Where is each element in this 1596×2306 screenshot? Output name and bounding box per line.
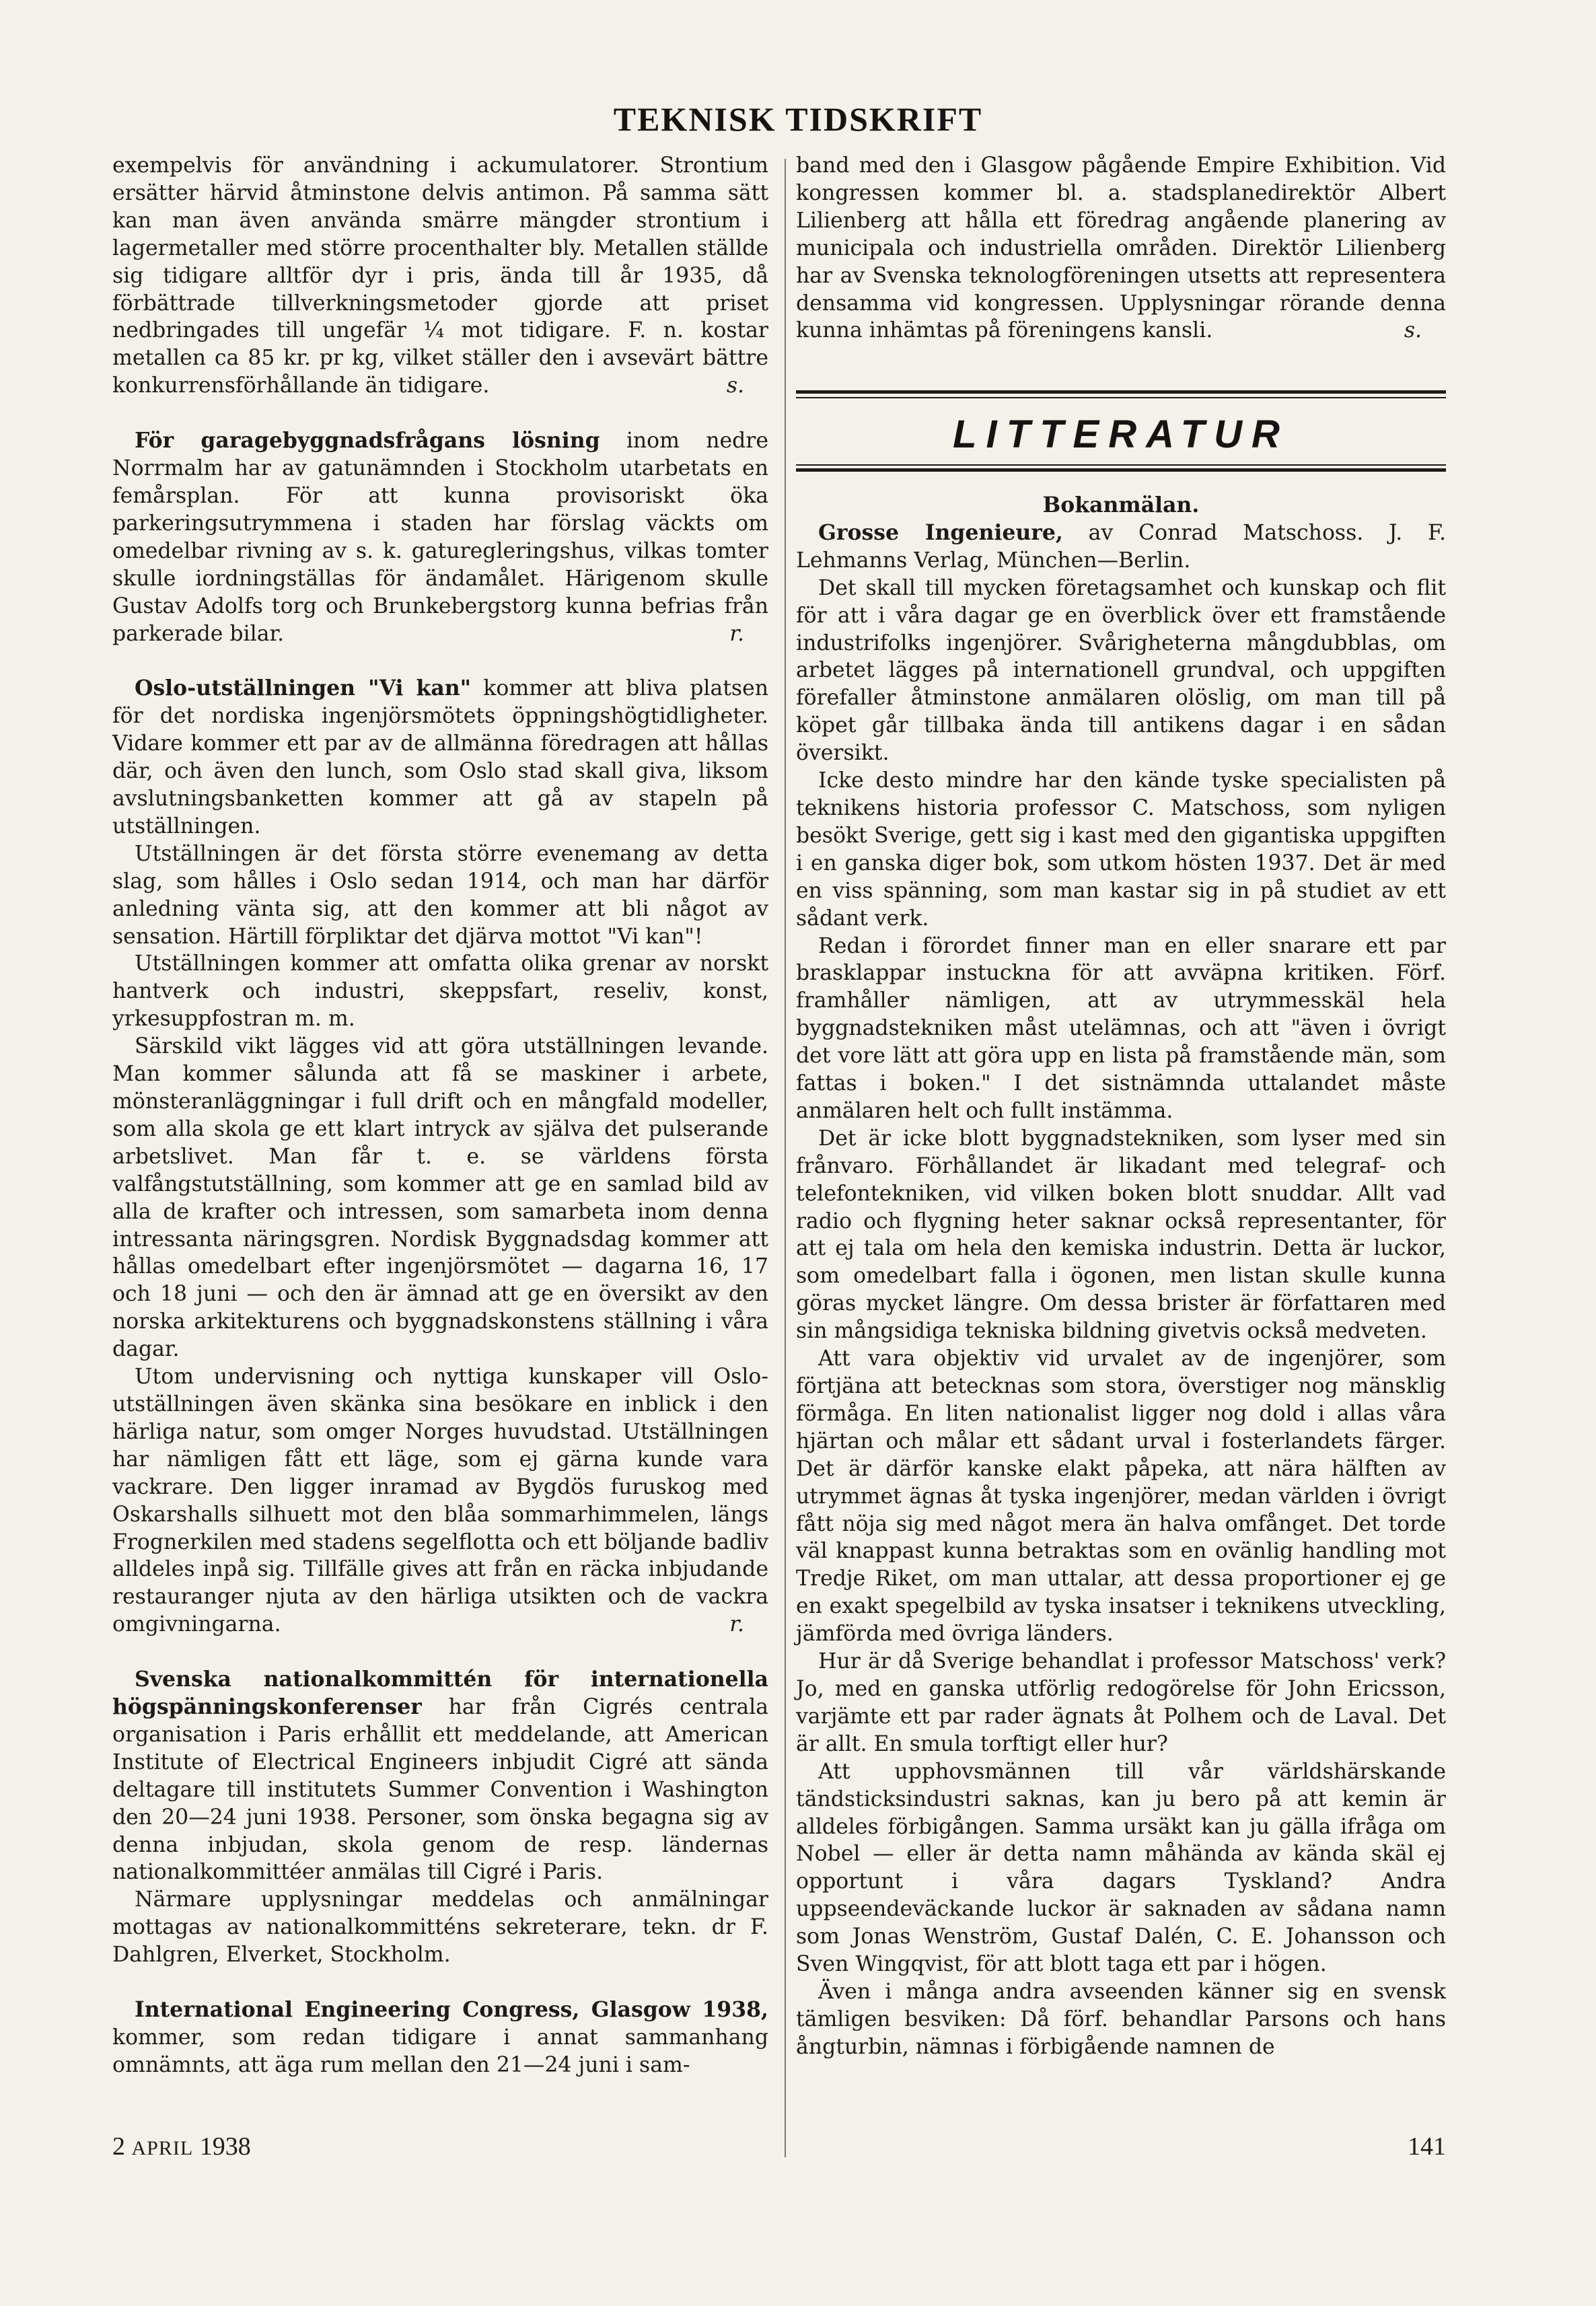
- paragraph-text: kommer, som redan tidigare i annat sammanhang omnämnts, att äga rum mellan den 21—24 juni i sam-: [112, 2025, 768, 2077]
- paragraph: Hur är då Sverige behandlat i professor Matschoss' verk? Jo, med en ganska utförlig redogörelse för John Ericsson, varjämte ett par rader ägnats åt Polhem och de Laval. Det är allt. En smula torftigt eller hur?: [796, 1649, 1446, 1756]
- issue-year: 1938: [199, 2132, 251, 2161]
- right-column-literature: [796, 492, 1446, 2061]
- article-glasgow: [112, 1996, 768, 2079]
- author-signature: s.: [726, 373, 744, 398]
- paragraph: Utställningen kommer att omfatta olika grenar av norskt hantverk och industri, skeppsfart, reseliv, konst, yrkesuppfostran m. m.: [112, 951, 768, 1032]
- book-reference: [796, 519, 1446, 575]
- article-lead: För garagebyggnadsfrågans lösning: [135, 428, 600, 454]
- paragraph: Närmare upplysningar meddelas och anmälningar mottagas av nationalkommitténs sekreterare, tekn. dr F. Dahlgren, Elverket, Stockholm.: [112, 1887, 768, 1968]
- paragraph: Det är icke blott byggnadstekniken, som lyser med sin frånvaro. Förhållandet är likadant med telegraf- och telefontekniken, vid vilken boken blott snuddar. Allt vad radio och flygning heter saknar också representanter, för att ej tala om hela den kemiska industrin. Detta är luckor, som omedelbart falla i ögonen, men listan skulle kunna göras mycket längre. Om dessa brister är författaren med sin mångsidiga tekniska bildning givetvis också medveten.: [796, 1126, 1446, 1344]
- issue-day: 2: [112, 2132, 125, 2161]
- author-signature: s.: [1404, 318, 1422, 343]
- paragraph-text: inom nedre Norrmalm har av gatunämnden i Stockholm utarbetats en femårsplan. För att kunna provisoriskt öka parkeringsutrymmena i staden har förslag väckts om omedelbar rivning av s. k. gaturegleringshus, vilkas tomter skulle iordningställas för ändamålet. Härigenom skulle Gustav Adolfs torg och Brunkebergstorg kunna befrias från parkerade bilar.: [112, 429, 768, 646]
- article-glasgow-continued: [796, 152, 1446, 345]
- paragraph-text: har från Cigrés centrala organisation i Paris erhållit ett meddelande, att American Institute of Electrical Engineers inbjudit Cigré att sända deltagare till institutets Summer Convention i Washington den 20—24 juni 1938. Personer, som önska begagna sig av denna inbjudan, skola genom de resp. ländernas nationalkommittéer anmälas till Cigré i Paris.: [112, 1695, 768, 1885]
- paragraph: Särskild vikt lägges vid att göra utställningen levande. Man kommer sålunda att få se maskiner i arbete, mönsteranläggningar i full drift och en mångfald modeller, som alla skola ge ett klart intryck av själva det pulserande arbetslivet. Man får t. e. se världens första valfångstutställning, som kommer att ge en samlad bild av alla de krafter och intressen, som samarbeta inom denna intressanta näringsgren. Nordisk Byggnadsdag kommer att hållas omedelbart efter ingenjörsmötet — dagarna 16, 17 och 18 juni — och den är ämnad att ge en översikt av den norska arkitekturens och byggnadskonstens ställning i våra dagar.: [112, 1034, 768, 1362]
- paragraph-text: Utom undervisning och nyttiga kunskaper vill Oslo-utställningen även skänka sina besökare en inblick i den härliga natur, som omger Norges huvudstad. Utställningen har nämligen fått ett läge, som ej gärna kunde vara vackrare. Den ligger inramad av Bygdös furuskog med Oskarshalls silhuett mot den blåa sommarhimmelen, längs Frognerkilen med stadens segelflotta och ett böljande badliv alldeles inpå sig. Tillfälle gives att från en räcka inbjudande restauranger njuta av den härliga utsikten och de vackra omgivningarna.: [112, 1365, 768, 1637]
- paragraph-text: band med den i Glasgow pågående Empire Exhibition. Vid kongressen kommer bl. a. stadsplanedirektör Albert Lilienberg att hålla ett föredrag angående planering av municipala och industriella områden. Direktör Lilienberg har av Svenska teknologföreningen utsetts att representera densamma vid kongressen. Upplysningar rörande denna kunna inhämtas på föreningens kansli.: [796, 153, 1446, 343]
- article-garage: [112, 427, 768, 647]
- column-divider: [785, 159, 786, 2157]
- author-signature: r.: [729, 621, 744, 646]
- paragraph: Även i många andra avseenden känner sig en svensk tämligen besviken: Då förf. behandlar Parsons och hans ångturbin, nämnas i förbigående namnen de: [796, 1979, 1446, 2059]
- book-publisher: av Conrad Matschoss. J. F. Lehmanns Verlag, München—Berlin.: [796, 520, 1446, 573]
- paragraph: Det skall till mycken företagsamhet och kunskap och flit för att i våra dagar ge en överblick över ett framstående industrifolks ingenjörer. Svårigheterna mångdubblas, om arbetet lägges på internationell grundval, och uppgiften förefaller åtminstone anmälaren olöslig, om man till på köpet går tillbaka ända till antikens dagar i en sådan översikt.: [796, 575, 1446, 766]
- paragraph: Utställningen är det första större evenemang av detta slag, som hålles i Oslo sedan 1914, och man har därför anledning vänta sig, att den kommer att bli något av sensation. Härtill förpliktar det djärva mottot "Vi kan"!: [112, 841, 768, 949]
- left-column: [112, 152, 768, 2079]
- paragraph-text: exempelvis för användning i ackumulatorer. Strontium ersätter härvid åtminstone delvis antimon. På samma sätt kan man även använda smärre mängder strontium i lagermetaller med större procenthalter bly. Metallen ställde sig tidigare alltför dyr i pris, ända till år 1935, då förbättrade tillverkningsmetoder gjorde att priset nedbringades till ungefär ¼ mot tidigare. F. n. kostar metallen ca 85 kr. pr kg, vilket ställer den i avsevärt bättre konkurrensförhållande än tidigare.: [112, 153, 768, 398]
- paragraph: Icke desto mindre har den kände tyske specialisten på teknikens historia professor C. Matschoss, som nyligen besökt Sverige, gett sig i kast med den gigantiska uppgiften i en ganska diger bok, som utkom hösten 1937. Det är med en viss spänning, som man kastar sig in på studiet av ett sådant verk.: [796, 768, 1446, 931]
- issue-month: APRIL: [131, 2137, 194, 2159]
- paragraph: Redan i förordet finner man en eller snarare ett par brasklappar instuckna för att avväpna kritiken. Förf. framhåller nämligen, att av utrymmesskäl hela byggnadstekniken måst utelämnas, och att "även i övrigt det vore lätt att göra upp en lista på framstående män, som fattas i boken." I det sistnämnda uttalandet måste anmälaren helt och fullt instämma.: [796, 933, 1446, 1123]
- review-heading: Bokanmälan.: [1042, 493, 1200, 517]
- section-rule-bottom-thick: [796, 468, 1446, 472]
- article-strontium: [112, 152, 768, 400]
- section-rule-top-thick: [796, 390, 1446, 394]
- article-lead: Oslo-utställningen "Vi kan": [135, 676, 472, 701]
- section-title-litteratur: LITTERATUR: [953, 412, 1289, 456]
- article-cigre: [112, 1666, 768, 1886]
- section-rule-top-thin: [796, 397, 1446, 398]
- book-title: Grosse Ingenieure,: [818, 519, 1063, 545]
- right-column-top: [796, 152, 1446, 345]
- section-rule-bottom-thin: [796, 464, 1446, 466]
- journal-masthead: TEKNISK TIDSKRIFT: [613, 100, 983, 138]
- article-lead: Svenska nationalkommittén för internationella högspänningskonferenser: [112, 1667, 768, 1720]
- author-signature: r.: [729, 1612, 744, 1637]
- paragraph: Att upphovsmännen till vår världshärskande tändsticksindustri saknas, kan ju bero på att kemin är alldeles förbigången. Samma ursäkt kan ju gälla ifråga om Nobel — eller är detta namn måhända av kända skäl ej opportunt i våra dagars Tyskland? Andra uppseendeväckande luckor är saknaden av sådana namn som Jonas Wenström, Gustaf Dalén, C. E. Johansson och Sven Wingqvist, för att blott taga ett par i högen.: [796, 1759, 1446, 1977]
- page-number: 141: [1408, 2132, 1446, 2161]
- paragraph-text: kommer att bliva platsen för det nordiska ingenjörsmötets öppningshögtidligheter. Vidare kommer ett par av de allmänna föredragen att hållas där, och även den lunch, som Oslo stad skall giva, liksom avslutningsbanketten kommer att gå av stapeln på utställningen.: [112, 676, 768, 838]
- issue-date: [112, 2132, 251, 2161]
- article-lead: International Engineering Congress, Glasgow 1938,: [135, 1997, 768, 2023]
- paragraph: Att vara objektiv vid urvalet av de ingenjörer, som förtjäna att betecknas som stora, överstiger nog mänsklig förmåga. En liten nationalist ligger nog dold i allas våra hjärtan och målar ett sådant urval i fosterlandets färger. Det är därför kanske elakt påpeka, att nära hälften av utrymmet ägnas åt tyska ingenjörer, medan världen i övrigt fått nöja sig med något mera än halva omfånget. Det torde väl knappast kunna betraktas som en ovänlig handling mot Tredje Riket, om man uttalar, att dessa proportioner ej ge en exakt spegelbild av tyska insatser i teknikens utveckling, jämförda med övriga länders.: [796, 1346, 1446, 1647]
- paragraph: [112, 1363, 768, 1638]
- article-oslo: [112, 675, 768, 840]
